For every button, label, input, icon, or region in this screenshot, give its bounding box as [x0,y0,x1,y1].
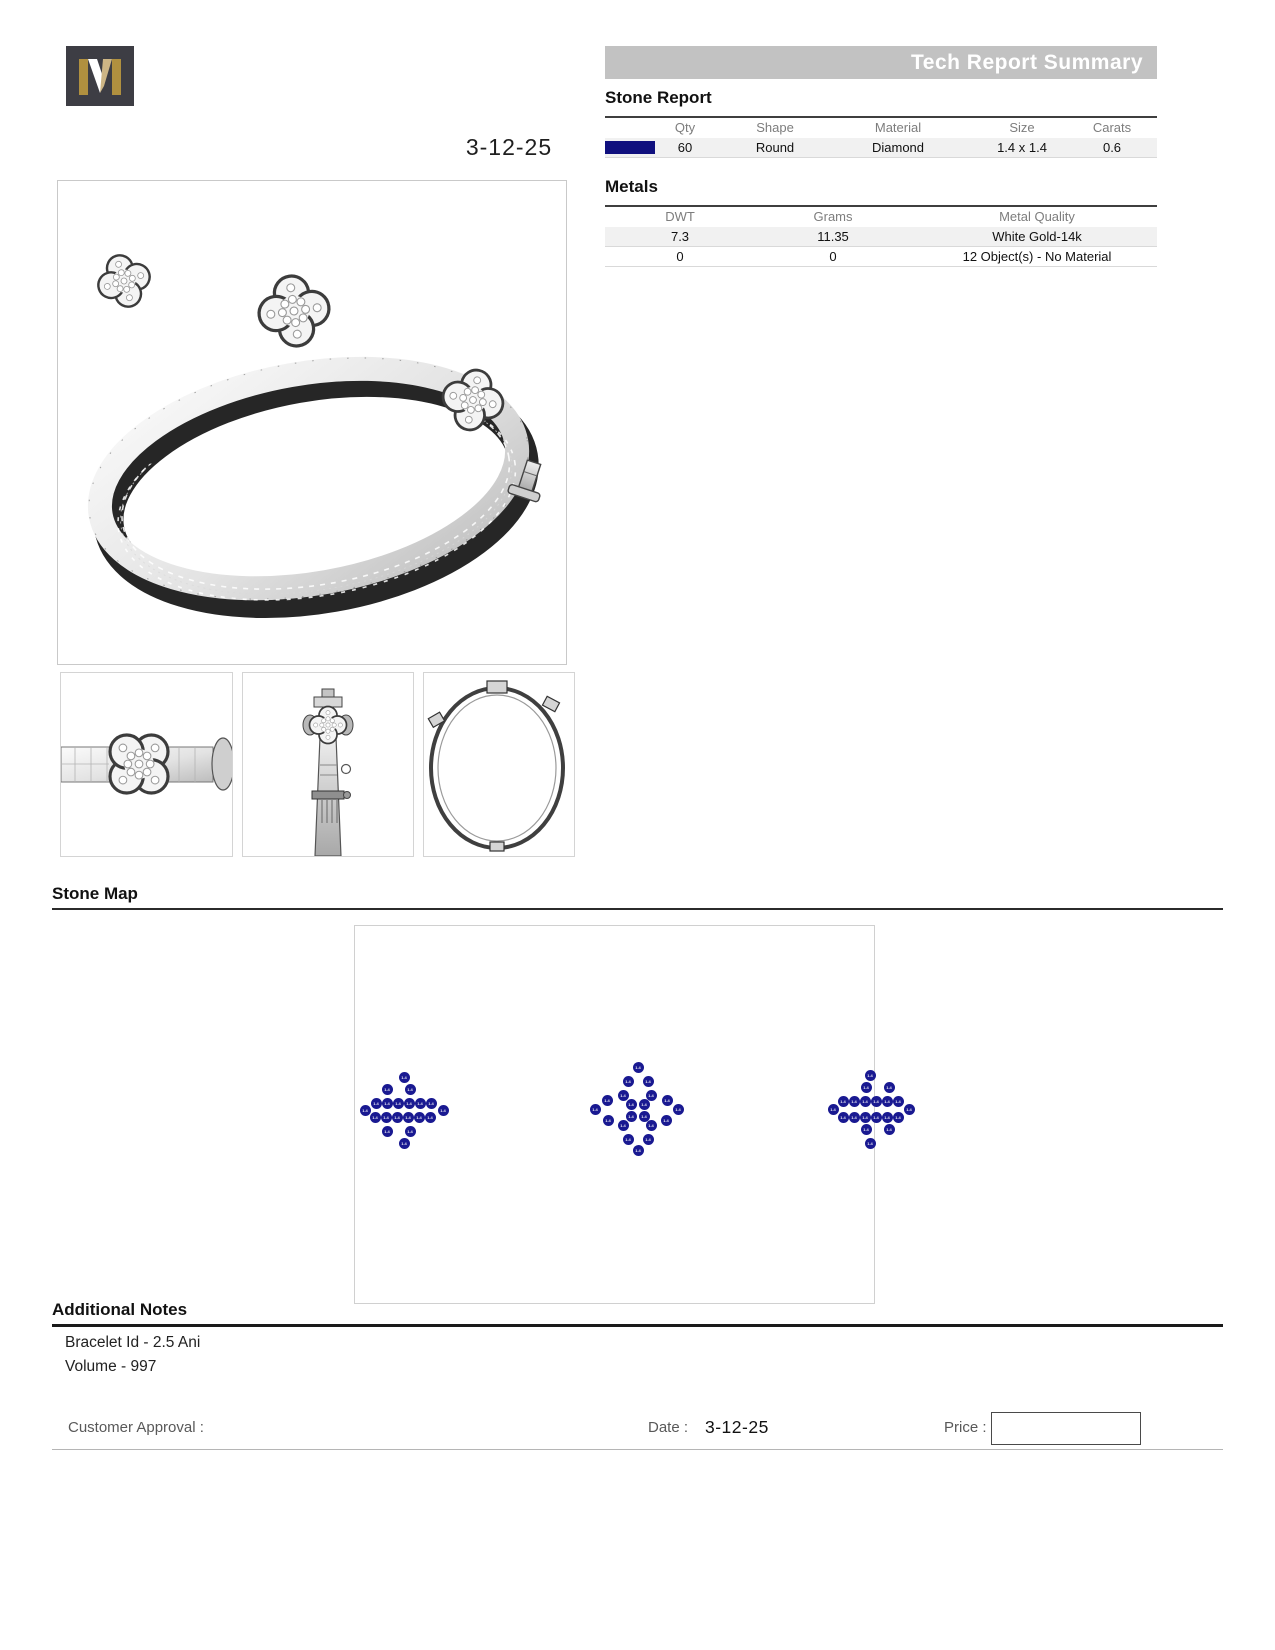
metals-heading: Metals [605,177,658,196]
stone-dot: 1.4 [405,1084,416,1095]
stone-dot: 1.4 [425,1112,436,1123]
price-input-box[interactable] [991,1412,1141,1445]
flower-medallion-1 [91,248,157,314]
stone-dot: 1.4 [838,1096,849,1107]
stone-dot: 1.4 [860,1096,871,1107]
stone-dot: 1.4 [618,1090,629,1101]
report-title: Tech Report Summary [911,51,1143,74]
stone-dot: 1.4 [399,1138,410,1149]
stone-dot: 1.4 [673,1104,684,1115]
stone-dot: 1.4 [893,1096,904,1107]
stone-dot: 1.4 [404,1098,415,1109]
footer-divider [52,1449,1223,1450]
table-cell: 0 [829,249,837,264]
stone-report-heading: Stone Report [605,88,712,107]
stone-dot: 1.4 [884,1082,895,1093]
stone-dot: 1.4 [882,1096,893,1107]
stone-dot: 1.4 [414,1112,425,1123]
stone-dot: 1.4 [904,1104,915,1115]
table-cell: 0.6 [1102,140,1122,155]
stone-dot: 1.4 [871,1112,882,1123]
stone-dot: 1.4 [438,1105,449,1116]
table-cell: Size [1009,120,1035,135]
stone-dot: 1.4 [893,1112,904,1123]
table-cell: Qty [674,120,696,135]
stone-dot: 1.4 [626,1111,637,1122]
stone-report-table [605,116,1157,158]
note-volume: Volume - 997 [65,1358,157,1375]
stone-dot: 1.4 [392,1112,403,1123]
stone-dot: 1.4 [399,1072,410,1083]
stone-dot: 1.4 [603,1115,614,1126]
metals-data-row-2 [605,247,1157,267]
footer-date-value: 3-12-25 [705,1417,769,1437]
report-title-bar [605,46,1157,79]
stone-dot: 1.4 [633,1145,644,1156]
stone-dot: 1.4 [861,1082,872,1093]
thumbnail-side-view [242,672,414,857]
flower-medallion-2 [254,271,333,350]
metals-header-row [605,207,1157,227]
stone-dot: 1.4 [828,1104,839,1115]
stone-dot: 1.4 [860,1112,871,1123]
stone-dot: 1.4 [382,1098,393,1109]
stone-dot: 1.4 [849,1112,860,1123]
stone-dot: 1.4 [626,1099,637,1110]
table-cell: Shape [756,120,794,135]
stone-dot: 1.4 [838,1112,849,1123]
table-cell: Metal Quality [999,209,1075,224]
stone-dot: 1.4 [623,1076,634,1087]
table-cell: Grams [813,209,853,224]
table-cell: Diamond [871,140,925,155]
stone-dot: 1.4 [662,1095,673,1106]
price-label: Price : [944,1419,987,1436]
report-date: 3-12-25 [465,134,553,160]
note-bracelet-id: Bracelet Id - 2.5 Ani [65,1334,201,1351]
stone-dot: 1.4 [849,1096,860,1107]
stone-dot: 1.4 [643,1076,654,1087]
bracelet-main-render [57,180,567,665]
additional-notes-heading: Additional Notes [52,1300,188,1319]
stone-dot: 1.4 [590,1104,601,1115]
stone-dot: 1.4 [415,1098,426,1109]
stone-dot: 1.4 [618,1120,629,1131]
stone-report-data-row [605,138,1157,158]
stone-dot: 1.4 [382,1126,393,1137]
stone-dot: 1.4 [360,1105,371,1116]
metals-table [605,205,1157,267]
logo-m-glyph [66,46,134,106]
stone-dot: 1.4 [370,1112,381,1123]
date-label: Date : [648,1419,689,1436]
stone-dot: 1.4 [646,1090,657,1101]
stone-dot: 1.4 [639,1099,650,1110]
table-cell: 12 Object(s) - No Material [962,249,1112,264]
stone-dot: 1.4 [403,1112,414,1123]
stone-dot: 1.4 [639,1111,650,1122]
notes-divider [52,1324,1223,1327]
stone-dot: 1.4 [405,1126,416,1137]
brand-logo [66,46,134,106]
stone-dot: 1.4 [871,1096,882,1107]
table-cell: 0 [676,249,684,264]
stone-map-divider [52,908,1223,910]
stone-dot: 1.4 [861,1124,872,1135]
stone-map-heading: Stone Map [52,884,138,903]
table-cell: Material [874,120,922,135]
stone-dot: 1.4 [882,1112,893,1123]
stone-dot: 1.4 [371,1098,382,1109]
stone-dot: 1.4 [602,1095,613,1106]
stone-dot: 1.4 [661,1115,672,1126]
customer-approval-label: Customer Approval : [68,1419,204,1436]
stone-dot: 1.4 [865,1070,876,1081]
metals-data-row-1 [605,227,1157,247]
stone-dot: 1.4 [865,1138,876,1149]
stone-dot: 1.4 [646,1120,657,1131]
stone-map-canvas [354,925,912,1304]
table-cell: 1.4 x 1.4 [997,140,1047,155]
thumbnail-front-view [60,672,233,857]
stone-color-swatch [605,141,655,154]
stone-dot: 1.4 [426,1098,437,1109]
table-cell: White Gold-14k [992,229,1082,244]
stone-dot: 1.4 [623,1134,634,1145]
stone-dot: 1.4 [884,1124,895,1135]
table-cell: 11.35 [817,229,849,244]
stone-dot: 1.4 [643,1134,654,1145]
table-cell: 60 [677,140,693,155]
thumbnail-top-view [423,672,575,857]
table-cell: Carats [1092,120,1132,135]
stone-dot: 1.4 [393,1098,404,1109]
stone-dot: 1.4 [633,1062,644,1073]
stone-dot: 1.4 [381,1112,392,1123]
stone-report-header-row [605,118,1157,138]
table-cell: DWT [665,209,695,224]
stone-dot: 1.4 [382,1084,393,1095]
table-cell: 7.3 [670,229,690,244]
table-cell: Round [755,140,795,155]
